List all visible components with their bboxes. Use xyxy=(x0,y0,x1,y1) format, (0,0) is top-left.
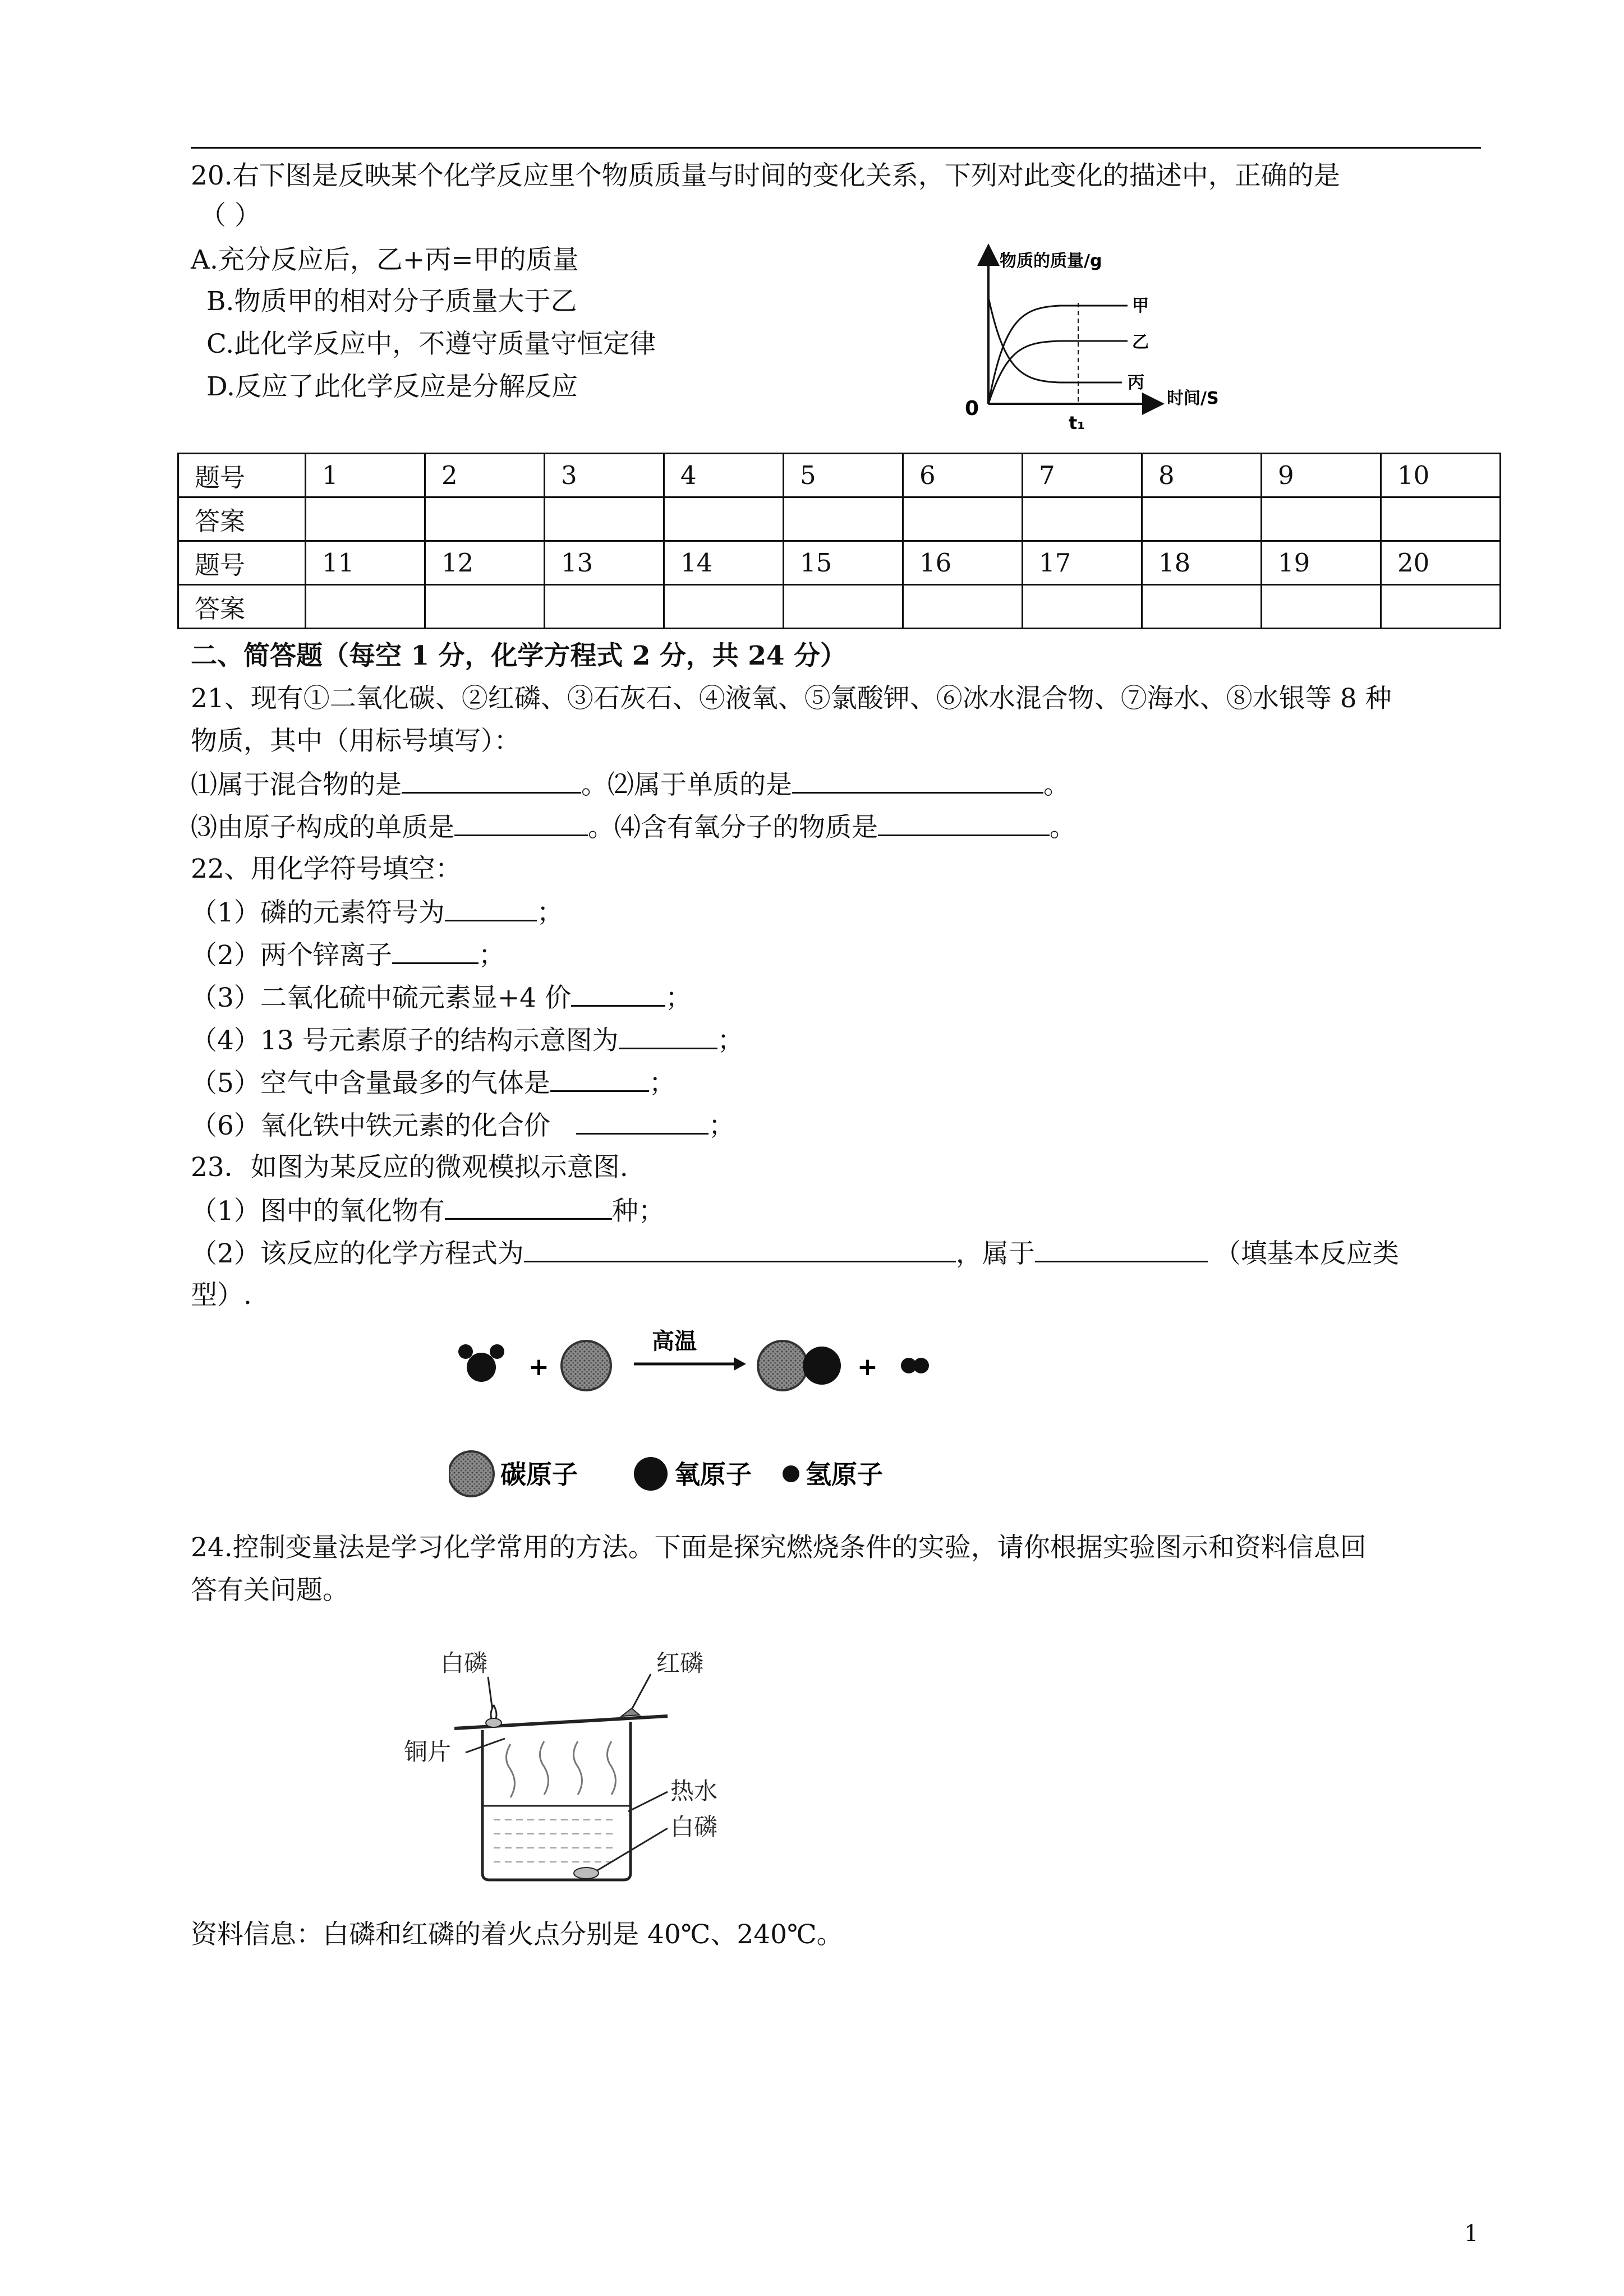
table-cell: 20 xyxy=(1381,541,1501,585)
q20-answer-paren: （ ） xyxy=(200,200,261,231)
answer-cell-1[interactable] xyxy=(306,497,425,541)
q22-item-4 xyxy=(191,1023,744,1058)
q22-item-5-end: ； xyxy=(648,1068,675,1099)
answer-cell-10[interactable] xyxy=(1381,497,1501,541)
series-label-bing: 丙 xyxy=(1128,373,1144,393)
series-label-jia: 甲 xyxy=(1132,296,1149,316)
answer-cell-7[interactable] xyxy=(1023,497,1142,541)
q23-part2-cont: 型）. xyxy=(191,1280,252,1311)
q23-part2-label: （2）该反应的化学方程式为 xyxy=(191,1238,524,1269)
table-row xyxy=(178,497,1501,541)
table-cell: 11 xyxy=(306,541,425,585)
answer-cell-2[interactable] xyxy=(425,497,545,541)
q23-title: 23．如图为某反应的微观模拟示意图. xyxy=(191,1152,628,1183)
section-2-title: 二、简答题（每空 1 分，化学方程式 2 分，共 24 分） xyxy=(191,640,846,671)
q21-part3-4 xyxy=(191,810,1076,845)
submerged-white-phosphorus xyxy=(574,1868,599,1879)
q23-blank-3[interactable] xyxy=(1035,1236,1208,1262)
answer-cell-20[interactable] xyxy=(1381,585,1501,629)
chart-xlabel: 时间/S xyxy=(1167,389,1219,408)
answer-cell-4[interactable] xyxy=(664,497,784,541)
q22-item-1-label: （1）磷的元素符号为 xyxy=(191,897,445,928)
curve-jia xyxy=(988,306,1128,404)
legend-oxygen-icon xyxy=(634,1457,668,1491)
q23-part1-end: 种； xyxy=(611,1196,665,1227)
answer-cell-5[interactable] xyxy=(784,497,903,541)
label-white-phosphorus-top: 白磷 xyxy=(440,1649,488,1677)
q21-part3-label: ⑶由原子构成的单质是 xyxy=(191,812,454,843)
table-cell: 答案 xyxy=(178,497,306,541)
q20-option-c: C.此化学反应中，不遵守质量守恒定律 xyxy=(206,329,656,359)
answer-cell-14[interactable] xyxy=(664,585,784,629)
q21-part1-label: ⑴属于混合物的是 xyxy=(191,769,402,800)
pointer-hot-water xyxy=(628,1792,668,1811)
table-cell: 10 xyxy=(1381,454,1501,497)
table-cell: 5 xyxy=(784,454,903,497)
q23-blank-1[interactable] xyxy=(445,1193,612,1220)
pointer-copper xyxy=(466,1739,505,1753)
chart-t1-label: t₁ xyxy=(1069,412,1085,432)
arrow-label: 高温 xyxy=(652,1329,697,1354)
q22-item-1 xyxy=(191,895,563,930)
answer-cell-6[interactable] xyxy=(903,497,1023,541)
q24-line1: 24.控制变量法是学习化学常用的方法。下面是探究燃烧条件的实验，请你根据实验图示和资料信息回 xyxy=(191,1532,1367,1563)
answer-cell-19[interactable] xyxy=(1262,585,1381,629)
table-cell: 16 xyxy=(903,541,1023,585)
table-cell: 2 xyxy=(425,454,545,497)
q24-line2: 答有关问题。 xyxy=(191,1575,349,1606)
answer-cell-17[interactable] xyxy=(1023,585,1142,629)
q22-item-5-label: （5）空气中含量最多的气体是 xyxy=(191,1068,550,1099)
table-cell: 答案 xyxy=(178,585,306,629)
answer-cell-15[interactable] xyxy=(784,585,903,629)
steam-line xyxy=(608,1741,616,1795)
q22-item-3-label: （3）二氧化硫中硫元素显+4 价 xyxy=(191,983,572,1013)
table-row xyxy=(178,541,1501,585)
q22-blank-1[interactable] xyxy=(445,895,537,921)
answer-cell-18[interactable] xyxy=(1142,585,1262,629)
pointer-red-p xyxy=(631,1674,651,1711)
q21-blank-2[interactable] xyxy=(792,767,1043,794)
steam-line xyxy=(574,1741,582,1795)
steam-line xyxy=(507,1744,515,1797)
q21-blank-4[interactable] xyxy=(878,810,1050,836)
q22-item-5 xyxy=(191,1066,675,1100)
label-hot-water: 热水 xyxy=(670,1777,718,1805)
table-cell: 题号 xyxy=(178,541,306,585)
curve-bing xyxy=(988,297,1122,382)
reaction-arrowhead xyxy=(734,1357,746,1371)
table-cell: 8 xyxy=(1142,454,1262,497)
q21-part4-end: 。 xyxy=(1050,812,1076,843)
table-row xyxy=(178,585,1501,629)
answer-cell-3[interactable] xyxy=(545,497,664,541)
q23-part2-mid: ，属于 xyxy=(955,1238,1035,1269)
q24-info: 资料信息：白磷和红磷的着火点分别是 40℃、240℃。 xyxy=(191,1919,843,1950)
q21-blank-3[interactable] xyxy=(454,810,588,836)
answer-table xyxy=(177,453,1501,629)
plus-sign: + xyxy=(528,1353,549,1381)
table-cell: 14 xyxy=(664,541,784,585)
q21-part1-2 xyxy=(191,767,1070,802)
q22-item-1-end: ； xyxy=(536,897,563,928)
q23-part1-label: （1）图中的氧化物有 xyxy=(191,1196,445,1227)
q22-item-4-label: （4）13 号元素原子的结构示意图为 xyxy=(191,1025,619,1056)
answer-cell-12[interactable] xyxy=(425,585,545,629)
carbon-atom xyxy=(562,1341,611,1390)
q22-blank-5[interactable] xyxy=(550,1066,649,1092)
top-rule xyxy=(191,147,1481,149)
q22-item-3 xyxy=(191,980,692,1015)
q23-part2 xyxy=(191,1236,1399,1271)
label-copper-sheet: 铜片 xyxy=(404,1738,452,1765)
q23-part2-tail: （填基本反应类 xyxy=(1214,1238,1399,1269)
answer-cell-9[interactable] xyxy=(1262,497,1381,541)
q22-item-2 xyxy=(191,938,505,972)
water-molecule xyxy=(458,1344,504,1382)
q20-stem: 20.右下图是反映某个化学反应里个物质质量与时间的变化关系，下列对此变化的描述中，正确的是 xyxy=(191,160,1340,191)
legend-carbon-label: 碳原子 xyxy=(500,1459,578,1490)
q23-blank-2[interactable] xyxy=(524,1236,956,1262)
q20-option-a: A.充分反应后，乙+丙=甲的质量 xyxy=(191,245,579,275)
table-cell: 4 xyxy=(664,454,784,497)
co-molecule xyxy=(758,1341,841,1390)
q21-line1: 21、现有①二氧化碳、②红磷、③石灰石、④液氧、⑤氯酸钾、⑥冰水混合物、⑦海水、⑧水银等 8 种 xyxy=(191,683,1392,714)
answer-cell-16[interactable] xyxy=(903,585,1023,629)
q24-combustion-apparatus xyxy=(393,1638,785,1896)
table-cell: 13 xyxy=(545,541,664,585)
legend-hydrogen-label: 氢原子 xyxy=(806,1459,883,1490)
red-phosphorus-piece xyxy=(622,1708,640,1716)
q22-item-3-end: ； xyxy=(665,983,692,1013)
table-cell: 18 xyxy=(1142,541,1262,585)
q22-item-6-label: （6）氧化铁中铁元素的化合价 xyxy=(191,1110,550,1141)
q21-part2-label: 。⑵属于单质的是 xyxy=(581,769,792,800)
table-cell: 15 xyxy=(784,541,903,585)
answer-cell-11[interactable] xyxy=(306,585,425,629)
curve-yi xyxy=(988,341,1128,404)
table-row xyxy=(178,454,1501,497)
label-red-phosphorus: 红磷 xyxy=(656,1649,704,1677)
q23-part1 xyxy=(191,1193,665,1228)
table-cell: 9 xyxy=(1262,454,1381,497)
q22-blank-4[interactable] xyxy=(619,1023,717,1049)
page-number: 1 xyxy=(1464,2221,1479,2247)
chart-ylabel: 物质的质量/g xyxy=(1000,251,1102,271)
q23-reaction-diagram xyxy=(449,1324,1010,1509)
table-cell: 19 xyxy=(1262,541,1381,585)
h2-molecule xyxy=(901,1358,929,1373)
q22-item-6-end: ； xyxy=(708,1110,735,1141)
q22-blank-3[interactable] xyxy=(571,980,665,1007)
legend-hydrogen-icon xyxy=(783,1465,799,1482)
pointer-white-p xyxy=(488,1677,493,1711)
q22-item-6 xyxy=(191,1108,735,1143)
beaker xyxy=(482,1722,631,1880)
q21-blank-1[interactable] xyxy=(402,767,581,794)
table-cell: 3 xyxy=(545,454,664,497)
q22-item-4-end: ； xyxy=(717,1025,744,1056)
steam-line xyxy=(540,1741,549,1795)
q20-mass-time-chart xyxy=(954,241,1273,432)
table-cell: 12 xyxy=(425,541,545,585)
q22-item-2-end: ； xyxy=(478,940,505,971)
chart-origin: 0 xyxy=(965,397,979,420)
q21-line2: 物质，其中（用标号填写）： xyxy=(191,726,521,757)
plus-sign-2: + xyxy=(857,1353,878,1381)
label-white-phosphorus-bottom: 白磷 xyxy=(670,1813,718,1841)
q20-option-d: D.反应了此化学反应是分解反应 xyxy=(206,371,578,402)
table-cell: 6 xyxy=(903,454,1023,497)
table-cell: 7 xyxy=(1023,454,1142,497)
answer-cell-8[interactable] xyxy=(1142,497,1262,541)
table-cell: 17 xyxy=(1023,541,1142,585)
q22-item-2-label: （2）两个锌离子 xyxy=(191,940,392,971)
white-phosphorus-piece xyxy=(486,1718,502,1727)
table-cell: 1 xyxy=(306,454,425,497)
answer-cell-13[interactable] xyxy=(545,585,664,629)
q21-part4-label: 。⑷含有氧分子的物质是 xyxy=(588,812,878,843)
series-label-yi: 乙 xyxy=(1132,333,1149,352)
legend-carbon-icon xyxy=(449,1451,494,1496)
q21-part2-end: 。 xyxy=(1043,769,1070,800)
q22-blank-2[interactable] xyxy=(392,938,479,964)
q20-option-b: B.物质甲的相对分子质量大于乙 xyxy=(206,286,577,317)
legend-oxygen-label: 氧原子 xyxy=(674,1459,752,1490)
table-cell: 题号 xyxy=(178,454,306,497)
q22-blank-6[interactable] xyxy=(576,1108,709,1135)
q22-title: 22、用化学符号填空： xyxy=(191,854,462,884)
